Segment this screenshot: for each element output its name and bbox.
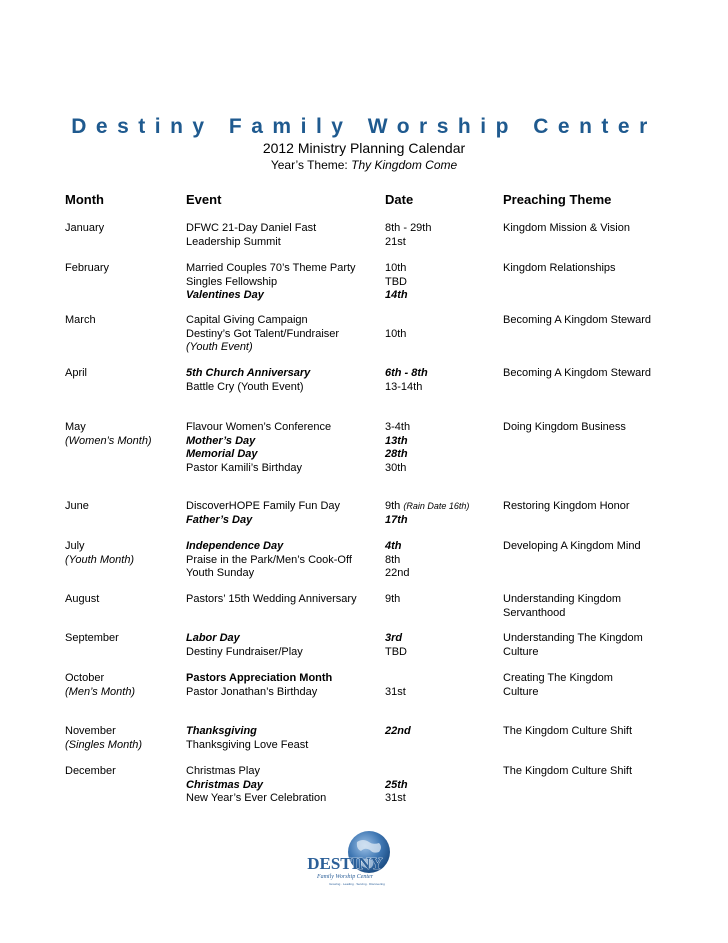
event-item: Praise in the Park/Men’s Cook-Off xyxy=(186,553,352,566)
preaching-theme: Culture xyxy=(503,645,539,658)
event-item: Battle Cry (Youth Event) xyxy=(186,380,304,393)
rain-date-note: (Rain Date 16th) xyxy=(403,501,470,511)
destiny-logo xyxy=(305,828,410,896)
preaching-theme: Understanding The Kingdom xyxy=(503,632,643,644)
event-item: Thanksgiving xyxy=(186,725,257,737)
preaching-theme: Creating The Kingdom xyxy=(503,672,613,684)
calendar-subtitle: 2012 Ministry Planning Calendar xyxy=(262,140,466,156)
date-item: 3-4th xyxy=(385,421,411,433)
date-item xyxy=(385,765,408,779)
event-item: Christmas Day xyxy=(186,778,264,791)
date-item: 10th xyxy=(385,262,407,274)
date-item: 31st xyxy=(385,685,406,698)
month-note: (Women’s Month) xyxy=(65,434,152,447)
preaching-theme: The Kingdom Culture Shift xyxy=(503,725,633,737)
preaching-theme: Doing Kingdom Business xyxy=(503,421,626,433)
event-item: Independence Day xyxy=(186,540,284,552)
event-item: Father’s Day xyxy=(186,513,253,526)
date-item: TBD xyxy=(385,645,407,658)
date-item: 13-14th xyxy=(385,380,423,393)
event-item: Flavour Women’s Conference xyxy=(186,421,332,433)
preaching-theme: Culture xyxy=(503,685,539,698)
event-item: Memorial Day xyxy=(186,448,258,460)
date-item: 30th xyxy=(385,461,407,474)
preaching-theme: Kingdom Mission & Vision xyxy=(503,222,630,234)
preaching-theme: Developing A Kingdom Mind xyxy=(503,540,641,552)
month-cell: July xyxy=(65,540,85,552)
date-item: 8th - 29th xyxy=(385,222,432,234)
month-cell: January xyxy=(65,222,105,234)
preaching-theme: Becoming A Kingdom Steward xyxy=(503,314,651,326)
event-item: Pastors Appreciation Month xyxy=(186,672,333,684)
month-cell: February xyxy=(65,262,110,274)
date-item: 6th - 8th xyxy=(385,367,428,379)
date-item xyxy=(385,314,406,328)
column-header-event: Event xyxy=(186,192,222,207)
event-item: Thanksgiving Love Feast xyxy=(186,738,309,751)
month-note: (Youth Month) xyxy=(65,553,135,566)
date-item: 22nd xyxy=(385,567,410,579)
event-item: Labor Day xyxy=(186,632,240,644)
event-item: DiscoverHOPE Family Fun Day xyxy=(186,500,341,512)
preaching-theme: Understanding Kingdom xyxy=(503,593,622,605)
month-note: (Singles Month) xyxy=(65,738,143,751)
year-theme xyxy=(0,158,728,172)
event-item: Pastor Jonathan’s Birthday xyxy=(186,685,318,698)
event-item: DFWC 21-Day Daniel Fast xyxy=(186,222,317,234)
event-item: Valentines Day xyxy=(186,289,264,301)
event-item: Destiny’s Got Talent/Fundraiser xyxy=(186,327,340,340)
date-item: TBD xyxy=(385,275,407,288)
logo-motto: Growing · Leading · Serving · Discovering xyxy=(329,882,385,886)
event-item: Pastor Kamili’s Birthday xyxy=(186,461,302,474)
year-theme-label: Year’s Theme: xyxy=(270,158,348,172)
date-item: 22nd xyxy=(385,725,411,737)
date-item: 31st xyxy=(385,792,406,804)
month-cell: October xyxy=(65,672,105,684)
date-item: 17th xyxy=(385,513,408,526)
column-header-date: Date xyxy=(385,192,414,207)
event-item: Pastors’ 15th Wedding Anniversary xyxy=(186,593,357,605)
event-item: Destiny Fundraiser/Play xyxy=(186,645,303,658)
preaching-theme: Restoring Kingdom Honor xyxy=(503,500,630,512)
event-item: (Youth Event) xyxy=(186,341,253,353)
preaching-theme: Becoming A Kingdom Steward xyxy=(503,367,651,379)
event-item: Mother’s Day xyxy=(186,434,256,447)
preaching-theme: The Kingdom Culture Shift xyxy=(503,765,633,777)
date-item: 9th xyxy=(385,500,401,512)
month-cell: September xyxy=(65,632,119,644)
year-theme-value: Thy Kingdom Come xyxy=(351,158,458,172)
month-cell: November xyxy=(65,725,116,737)
event-item: Singles Fellowship xyxy=(186,275,278,288)
month-cell: August xyxy=(65,593,100,605)
column-header-preaching-theme: Preaching Theme xyxy=(503,192,612,207)
date-item: 13th xyxy=(385,434,408,447)
preaching-theme: Kingdom Relationships xyxy=(503,262,616,274)
month-cell: March xyxy=(65,314,96,326)
month-cell: April xyxy=(65,367,88,379)
event-item: New Year’s Ever Celebration xyxy=(186,792,327,804)
column-header-month: Month xyxy=(65,192,104,207)
date-item: 4th xyxy=(385,540,402,552)
logo-tagline: Family Worship Center xyxy=(316,874,374,880)
logo-wordmark: DESTINY xyxy=(307,854,383,873)
date-item: 28th xyxy=(385,448,408,460)
date-item: 9th xyxy=(385,593,401,605)
month-cell: June xyxy=(65,500,89,512)
event-item: Leadership Summit xyxy=(186,235,281,248)
date-item: 25th xyxy=(385,778,408,791)
date-item: 14th xyxy=(385,289,408,301)
date-item: 3rd xyxy=(385,632,403,644)
date-item xyxy=(385,672,406,686)
preaching-theme: Servanthood xyxy=(503,606,566,619)
event-item: Married Couples 70’s Theme Party xyxy=(186,262,356,274)
event-item: Capital Giving Campaign xyxy=(186,314,308,326)
date-item: 21st xyxy=(385,235,406,248)
date-item: 10th xyxy=(385,327,407,340)
month-cell: December xyxy=(65,765,116,777)
date-item: 8th xyxy=(385,553,401,566)
month-note: (Men’s Month) xyxy=(65,685,136,698)
month-cell: May xyxy=(65,421,86,433)
event-item: 5th Church Anniversary xyxy=(186,367,311,379)
event-item: Youth Sunday xyxy=(186,567,255,579)
event-item: Christmas Play xyxy=(186,765,260,777)
org-title: Destiny Family Worship Center xyxy=(71,115,657,138)
